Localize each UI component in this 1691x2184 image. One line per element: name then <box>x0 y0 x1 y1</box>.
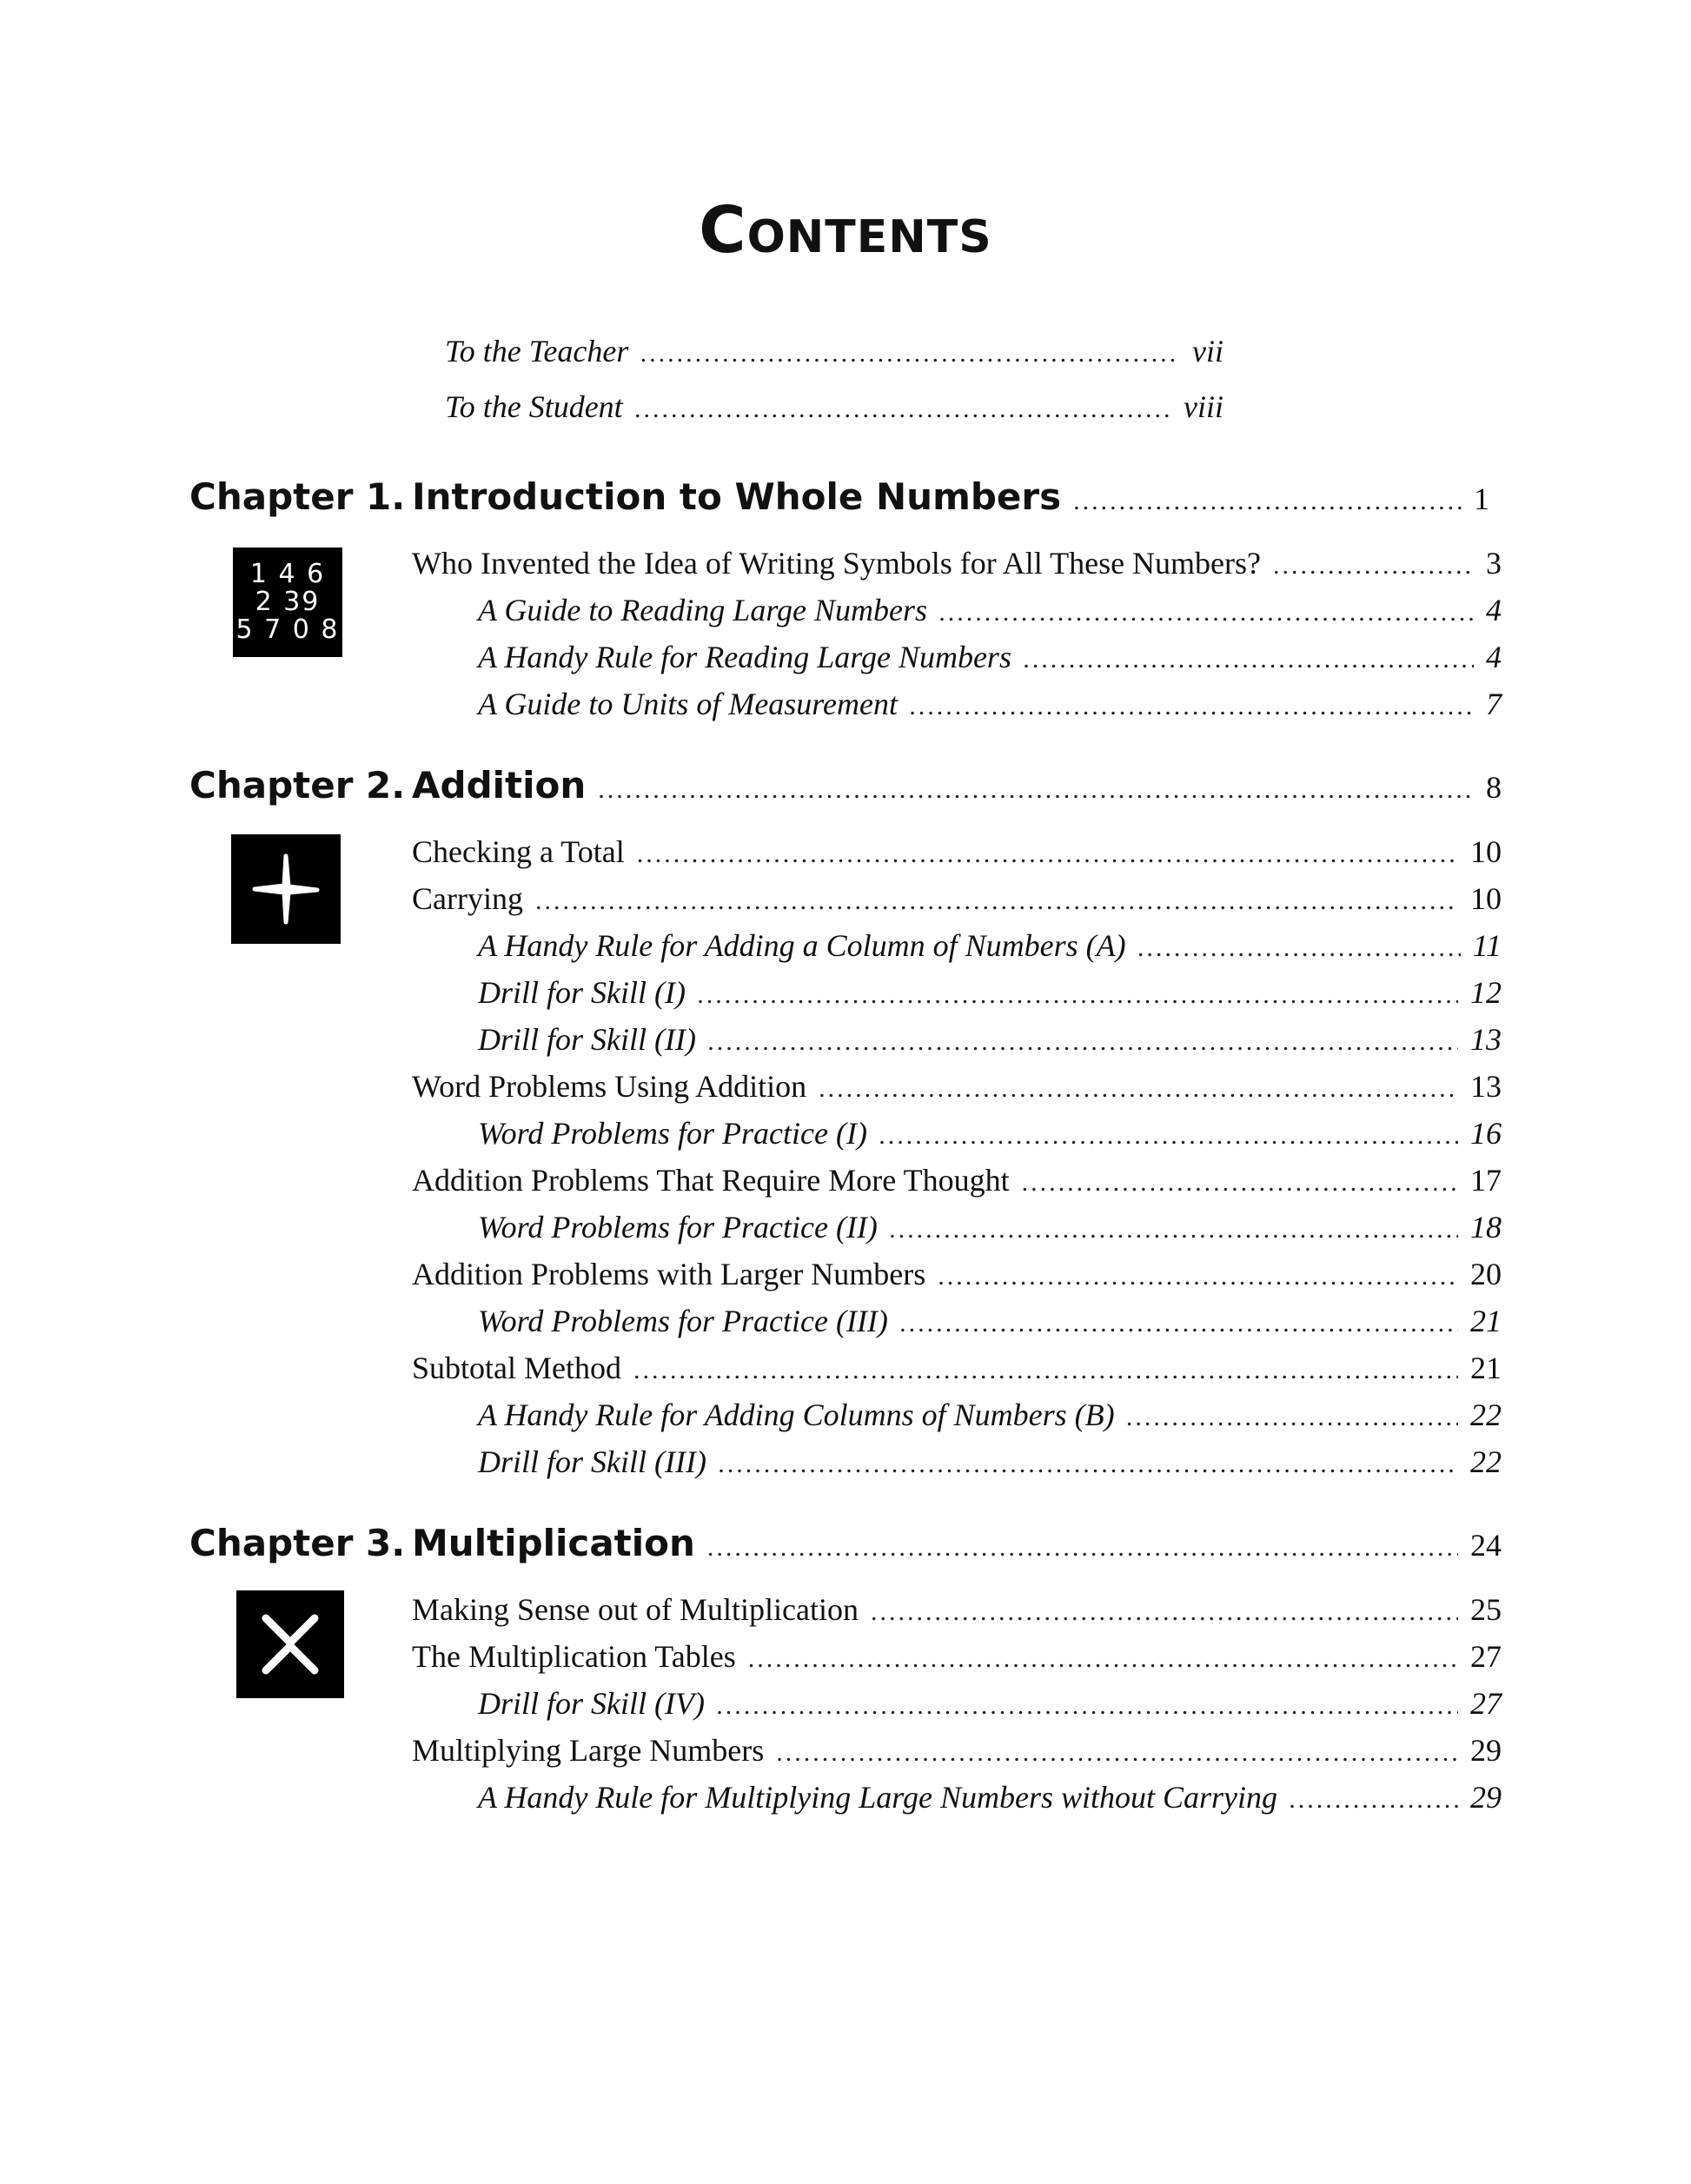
dot-leader <box>633 1350 1458 1391</box>
number-digits-icon <box>233 548 342 657</box>
toc-entry[interactable] <box>478 1776 1502 1821</box>
toc-entry-label: A Guide to Units of Measurement <box>478 687 898 721</box>
dot-leader <box>1073 477 1462 526</box>
toc-entry-label: To the Student <box>445 389 623 424</box>
toc-entry-page: 21 <box>1470 1304 1502 1338</box>
dot-leader <box>707 1523 1458 1572</box>
dot-leader <box>535 880 1458 922</box>
toc-entry-label: Subtotal Method <box>412 1351 621 1385</box>
toc-entry[interactable] <box>478 589 1502 634</box>
dot-leader <box>1290 1779 1458 1821</box>
chapter-number: Chapter 3. <box>189 1522 406 1564</box>
dot-leader <box>598 766 1474 814</box>
toc-front-matter-teacher[interactable] <box>445 330 1223 375</box>
toc-entry-page: 18 <box>1470 1210 1502 1245</box>
icon-digit-line: 1 4 6 <box>249 559 326 589</box>
toc-entry-label: Drill for Skill (II) <box>478 1022 696 1057</box>
dot-leader <box>890 1209 1458 1251</box>
dot-leader <box>748 1638 1458 1680</box>
dot-leader <box>910 686 1474 727</box>
toc-entry-page: 27 <box>1470 1639 1502 1674</box>
toc-entry[interactable] <box>412 1589 1502 1633</box>
chapter-page: 8 <box>1486 770 1502 805</box>
toc-entry-label: Word Problems for Practice (I) <box>478 1116 867 1151</box>
toc-entry-page: 10 <box>1470 834 1502 869</box>
toc-entry-page: 22 <box>1470 1444 1502 1479</box>
toc-entry-page: 12 <box>1470 975 1502 1010</box>
toc-entry-page: 3 <box>1486 546 1502 581</box>
dot-leader <box>640 333 1180 375</box>
multiply-icon <box>236 1590 344 1698</box>
toc-entry[interactable] <box>412 542 1502 587</box>
toc-entry[interactable] <box>412 831 1502 875</box>
toc-entry[interactable] <box>412 878 1502 922</box>
toc-entry-page: 21 <box>1470 1351 1502 1385</box>
toc-entry-page: 4 <box>1486 640 1502 674</box>
dot-leader <box>939 592 1474 634</box>
page-title: Contents <box>699 193 992 268</box>
dot-leader <box>635 388 1171 430</box>
toc-entry-label: A Handy Rule for Reading Large Numbers <box>478 640 1011 674</box>
toc-entry-label: Addition Problems That Require More Thought <box>412 1163 1010 1198</box>
dot-leader <box>1022 1162 1458 1204</box>
toc-entry[interactable] <box>478 683 1502 727</box>
dot-leader <box>900 1303 1458 1344</box>
toc-entry-page: vii <box>1192 334 1223 368</box>
dot-leader <box>938 1256 1458 1298</box>
toc-entry-page: 17 <box>1470 1163 1502 1198</box>
dot-leader <box>637 833 1458 875</box>
toc-entry-label: Checking a Total <box>412 834 625 869</box>
toc-entry[interactable] <box>412 1636 1502 1680</box>
chapter-page: 1 <box>1474 481 1489 516</box>
toc-entry-label: Drill for Skill (IV) <box>478 1686 705 1721</box>
toc-entry-page: 27 <box>1470 1686 1502 1721</box>
toc-entry-page: 22 <box>1470 1397 1502 1432</box>
toc-entry[interactable] <box>478 1112 1502 1157</box>
toc-entry-page: 16 <box>1470 1116 1502 1151</box>
chapter-title: Addition <box>412 764 587 807</box>
chapter-title: Multiplication <box>412 1522 695 1564</box>
chapter-title: Introduction to Whole Numbers <box>412 475 1062 518</box>
toc-entry-label: A Handy Rule for Multiplying Large Numbers without Carrying <box>478 1780 1277 1815</box>
toc-entry-page: 20 <box>1470 1257 1502 1291</box>
chapter-number: Chapter 1. <box>189 475 406 518</box>
toc-entry-label: Who Invented the Idea of Writing Symbols for All These Numbers? <box>412 546 1262 581</box>
toc-entry-page: 10 <box>1470 881 1502 916</box>
dot-leader <box>819 1068 1458 1110</box>
chapter-page: 24 <box>1470 1528 1502 1563</box>
dot-leader <box>708 1021 1458 1063</box>
toc-front-matter-student[interactable] <box>445 386 1223 430</box>
toc-entry-page: viii <box>1184 389 1223 424</box>
toc-entry-label: Carrying <box>412 881 523 916</box>
toc-entry-label: A Handy Rule for Adding a Column of Numbers (A) <box>478 928 1126 963</box>
toc-entry[interactable] <box>478 1394 1502 1438</box>
dot-leader <box>871 1591 1458 1633</box>
toc-entry-label: Word Problems Using Addition <box>412 1069 807 1104</box>
toc-entry-label: A Handy Rule for Adding Columns of Numbers (B) <box>478 1397 1115 1432</box>
toc-entry[interactable] <box>412 1253 1502 1298</box>
dot-leader <box>776 1732 1458 1774</box>
dot-leader <box>717 1685 1458 1727</box>
toc-entry[interactable] <box>412 1347 1502 1391</box>
dot-leader <box>1024 639 1474 680</box>
toc-entry-label: Drill for Skill (III) <box>478 1444 706 1479</box>
dot-leader <box>1127 1397 1458 1438</box>
toc-entry-label: The Multiplication Tables <box>412 1639 736 1674</box>
toc-entry[interactable] <box>478 972 1502 1016</box>
toc-chapter-3[interactable] <box>412 1519 1502 1572</box>
plus-icon <box>231 834 341 944</box>
toc-entry[interactable] <box>412 1065 1502 1110</box>
toc-entry[interactable] <box>478 636 1502 680</box>
toc-entry[interactable] <box>412 1159 1502 1204</box>
toc-entry-label: To the Teacher <box>445 334 629 368</box>
toc-entry-page: 13 <box>1470 1022 1502 1057</box>
dot-leader <box>1273 545 1474 587</box>
toc-entry-page: 25 <box>1470 1592 1502 1627</box>
toc-entry-page: 7 <box>1486 687 1502 721</box>
toc-entry-label: Making Sense out of Multiplication <box>412 1592 859 1627</box>
toc-entry[interactable] <box>412 1729 1502 1774</box>
plus-glyph <box>244 847 328 931</box>
toc-entry-label: Addition Problems with Larger Numbers <box>412 1257 926 1291</box>
dot-leader <box>879 1115 1458 1157</box>
toc-entry[interactable] <box>478 1019 1502 1063</box>
toc-entry[interactable] <box>478 1683 1502 1727</box>
toc-entry-page: 11 <box>1472 928 1502 963</box>
icon-digit-line: 5 7 0 8 <box>235 614 340 645</box>
toc-entry[interactable] <box>478 1206 1502 1251</box>
dot-leader <box>698 974 1458 1016</box>
chapter-number: Chapter 2. <box>189 764 406 807</box>
toc-entry-label: Multiplying Large Numbers <box>412 1733 765 1768</box>
toc-entry[interactable] <box>478 1441 1502 1485</box>
toc-entry-page: 4 <box>1486 593 1502 627</box>
toc-chapter-2[interactable] <box>412 761 1502 814</box>
toc-entry-label: Drill for Skill (I) <box>478 975 686 1010</box>
toc-entry-label: Word Problems for Practice (III) <box>478 1304 888 1338</box>
dot-leader <box>719 1444 1458 1485</box>
toc-entry-label: A Guide to Reading Large Numbers <box>478 593 927 627</box>
toc-entry[interactable] <box>478 925 1502 969</box>
icon-digit-line: 2 39 <box>255 587 321 617</box>
toc-entry-page: 29 <box>1470 1780 1502 1815</box>
toc-entry-page: 29 <box>1470 1733 1502 1768</box>
toc-entry-page: 13 <box>1470 1069 1502 1104</box>
toc-chapter-1[interactable] <box>412 473 1489 526</box>
toc-entry[interactable] <box>478 1300 1502 1344</box>
dot-leader <box>1138 927 1461 969</box>
toc-entry-label: Word Problems for Practice (II) <box>478 1210 878 1245</box>
multiply-glyph <box>254 1608 327 1681</box>
